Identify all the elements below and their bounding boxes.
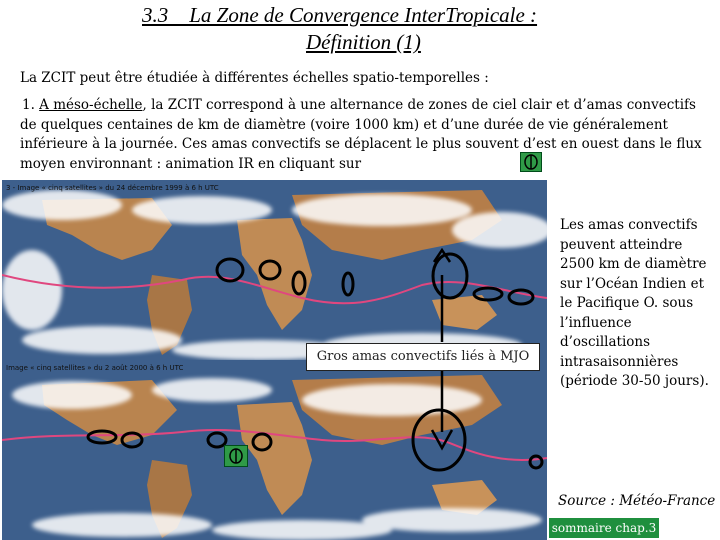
- title-line-1: 3.3 La Zone de Convergence InterTropicale :: [142, 3, 538, 27]
- paragraph-text: , la ZCIT correspond à une alternance de zones de ciel clair et d’amas convectifs de quelques centaines de km de diamètre (voire 1000 km) et d’une durée de vie généralement inférieure à la journée. Ces amas convectifs se déplacent le plus souvent d’est en ouest dans le flux moyen environnant : animation IR en cliquant sur: [20, 97, 702, 172]
- satellite-image-bottom: [2, 360, 547, 540]
- meso-scale-link[interactable]: A méso-échelle: [39, 97, 143, 113]
- sommaire-button[interactable]: sommaire chap.3: [549, 518, 659, 538]
- map-caption-top: 3 - Image « cinq satellites » du 24 décembre 1999 à 6 h UTC: [6, 184, 219, 192]
- animation-play-button[interactable]: [520, 152, 542, 172]
- satellite-map-august-2000: [2, 360, 547, 540]
- intro-text: La ZCIT peut être étudiée à différentes échelles spatio-temporelles :: [20, 70, 489, 86]
- definition-paragraph: [20, 96, 710, 174]
- paragraph-number: 1.: [22, 97, 40, 113]
- play-icon: [521, 153, 541, 171]
- satellite-map-december-1999: [2, 180, 547, 360]
- play-icon: [225, 446, 247, 466]
- animation-play-button-2[interactable]: [224, 445, 248, 467]
- title-line-2: Définition (1): [306, 30, 421, 54]
- satellite-image-top: [2, 180, 547, 360]
- source-credit: Source : Météo-France: [558, 493, 716, 509]
- mjo-callout: Gros amas convectifs liés à MJO: [306, 343, 540, 371]
- side-explanation: Les amas convectifs peuvent atteindre 2500 km de diamètre sur l’Océan Indien et le Pacifique O. sous l’influence d’oscillations intrasaisonnières (période 30-50 jours).: [560, 217, 709, 389]
- map-caption-bottom: Image « cinq satellites » du 2 août 2000 à 6 h UTC: [6, 364, 184, 372]
